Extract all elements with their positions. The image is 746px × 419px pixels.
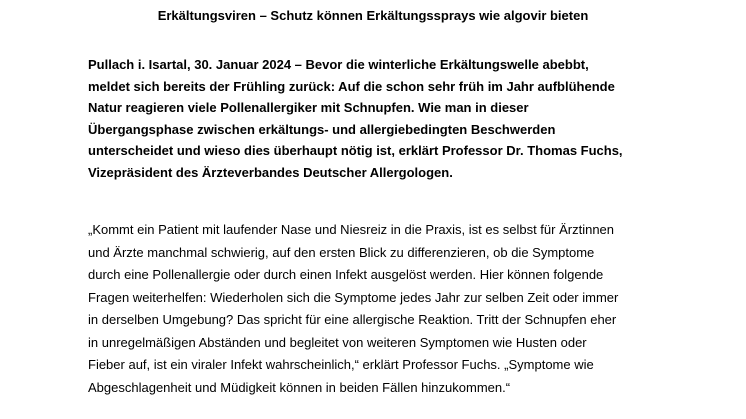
body-line: Abgeschlagenheit und Müdigkeit können in beiden Fällen hinzukommen.“ xyxy=(88,379,511,395)
document-title: Erkältungsviren – Schutz können Erkältungssprays wie algovir bieten xyxy=(157,8,589,23)
lead-line: unterscheidet und wieso dies überhaupt nötig ist, erklärt Professor Dr. Thomas Fuchs, xyxy=(88,143,623,158)
body-line: in derselben Umgebung? Das spricht für eine allergische Reaktion. Tritt der Schnupfen eher xyxy=(88,312,617,327)
body-paragraph xyxy=(88,219,708,399)
lead-line: Vizepräsident des Ärzteverbandes Deutscher Allergologen. xyxy=(88,164,453,180)
body-line: und Ärzte manchmal schwierig, auf den ersten Blick zu differenzieren, ob die Symptome xyxy=(88,244,595,260)
body-line: Fragen weiterhelfen: Wiederholen sich die Symptome jedes Jahr zur selben Zeit oder immer xyxy=(88,289,619,305)
body-line: durch eine Pollenallergie oder durch einen Infekt ausgelöst werden. Hier können folgende xyxy=(88,267,604,282)
lead-line: Pullach i. Isartal, 30. Januar 2024 – Bevor die winterliche Erkältungswelle abebbt, xyxy=(88,57,589,72)
body-line: in unregelmäßigen Abständen und begleitet von weiteren Symptomen wie Husten oder xyxy=(88,334,587,350)
lead-line: meldet sich bereits der Frühling zurück: Auf die schon sehr früh im Jahr aufblühende xyxy=(88,78,615,94)
body-line: „Kommt ein Patient mit laufender Nase und Niesreiz in die Praxis, ist es selbst für Ärztinnen xyxy=(88,222,615,237)
lead-line: Übergangsphase zwischen erkältungs- und allergiebedingten Beschwerden xyxy=(88,121,556,137)
body-line: Fieber auf, ist ein viraler Infekt wahrscheinlich,“ erklärt Professor Fuchs. „Symptome wie xyxy=(88,357,594,372)
lead-line: Natur reagieren viele Pollenallergiker mit Schnupfen. Wie man in dieser xyxy=(88,100,529,115)
lead-paragraph xyxy=(88,54,708,183)
